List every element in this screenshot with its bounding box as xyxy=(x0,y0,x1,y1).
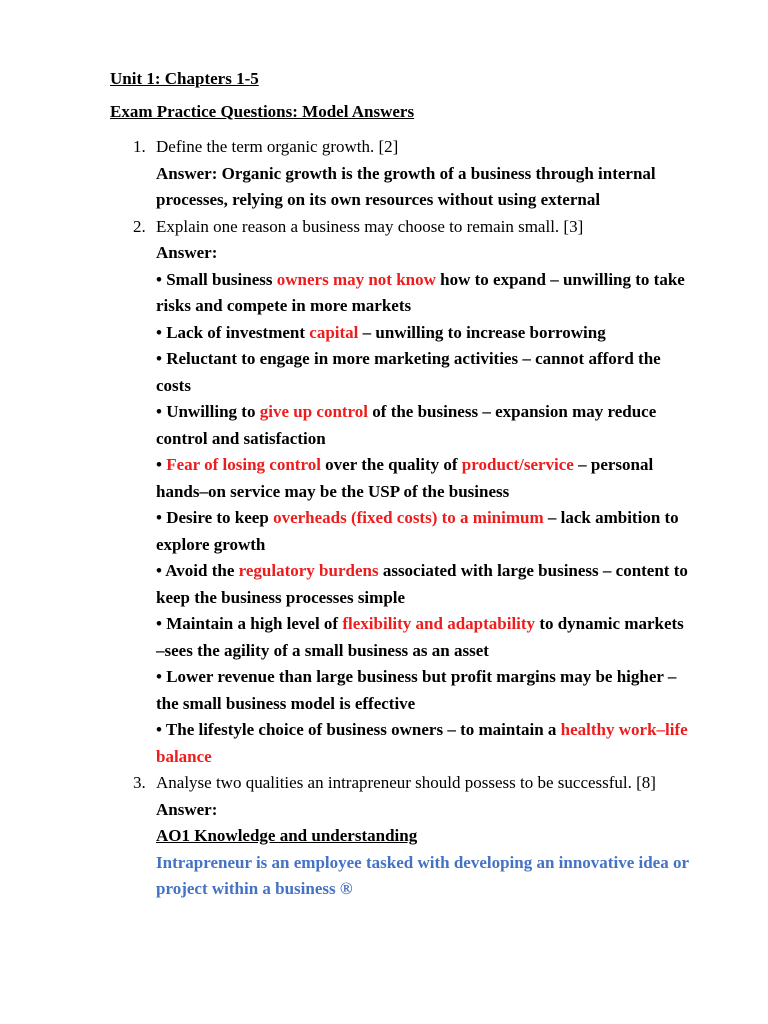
answer-bullet: • Maintain a high level of flexibility and adaptability to dynamic markets –sees the agility of a small business as an asset xyxy=(156,614,684,660)
key-term: regulatory burdens xyxy=(238,561,379,580)
question-3-number: 3. xyxy=(133,773,146,792)
key-term: healthy work–life balance xyxy=(156,720,688,766)
key-term: owners may not know xyxy=(276,269,436,289)
answer-bullet: • Unwilling to give up control of the business – expansion may reduce control and satisfaction xyxy=(156,402,657,448)
answer-label: Answer: xyxy=(156,799,218,819)
answer-bullet: • Lower revenue than large business but profit margins may be higher –the small business model is effective xyxy=(156,667,677,713)
answer-bullet: • Small business owners may not know how to expand – unwilling to take risks and compete in more markets xyxy=(156,269,685,315)
answer-bullet: • Reluctant to engage in more marketing activities – cannot afford the costs xyxy=(156,349,661,395)
key-term: Fear of losing control xyxy=(166,455,321,474)
question-1 xyxy=(0,134,768,214)
answer-bullet: • The lifestyle choice of business owners – to maintain a healthy work–life balance xyxy=(156,720,688,766)
answer-bullet: • Fear of losing control over the quality of product/service – personal hands–on service may be the USP of the business xyxy=(156,455,654,501)
document-subtitle: Exam Practice Questions: Model Answers xyxy=(110,102,415,121)
question-3 xyxy=(0,770,768,903)
question-1-text: Define the term organic growth. [2] xyxy=(156,137,399,156)
key-term: give up control xyxy=(259,402,369,421)
answer-bullet: • Lack of investment capital – unwilling to increase borrowing xyxy=(156,322,606,342)
question-2-text: Explain one reason a business may choose to remain small. [3] xyxy=(156,216,584,236)
ao1-heading: AO1 Knowledge and understanding xyxy=(156,826,418,845)
question-1-number: 1. xyxy=(133,137,146,156)
question-list xyxy=(0,134,768,903)
question-1-answer: Answer: Organic growth is the growth of a business through internal processes, relying on its own resources without using external xyxy=(156,163,656,209)
intrapreneur-definition: Intrapreneur is an employee tasked with developing an innovative idea or project within a business ® xyxy=(156,852,689,898)
key-term: product/service xyxy=(461,455,574,474)
key-term: capital xyxy=(309,322,359,342)
question-2 xyxy=(0,214,768,771)
question-3-text: Analyse two qualities an intrapreneur should possess to be successful. [8] xyxy=(156,773,656,792)
answer-bullet: • Avoid the regulatory burdens associated with large business – content to keep the business processes simple xyxy=(156,561,688,607)
answer-label: Answer: xyxy=(156,243,218,262)
key-term: overheads (fixed costs) to a minimum xyxy=(273,508,544,527)
document-title: Unit 1: Chapters 1-5 xyxy=(110,69,259,88)
question-2-number: 2. xyxy=(133,216,146,236)
key-term: flexibility and adaptability xyxy=(342,614,536,633)
answer-bullet: • Desire to keep overheads (fixed costs) to a minimum – lack ambition to explore growth xyxy=(156,508,679,554)
